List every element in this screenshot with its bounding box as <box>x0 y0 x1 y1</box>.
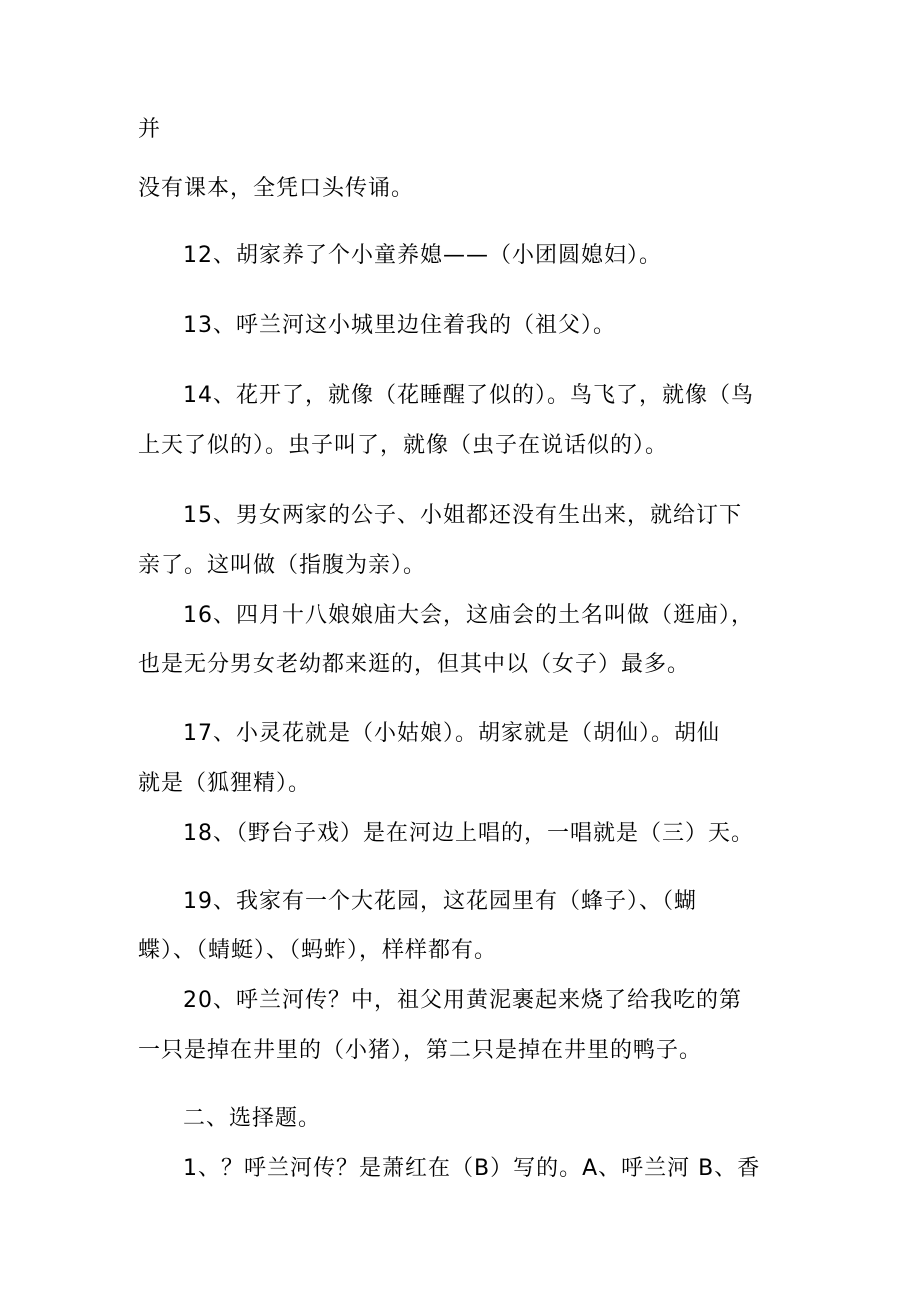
item-15-line-2: 亲了。这叫做（指腹为亲）。 <box>138 553 427 578</box>
text-line-1: 并 <box>138 117 162 142</box>
item-14-line-1: 14、花开了，就像（花睡醒了似的）。鸟飞了，就像（鸟 <box>183 383 754 408</box>
item-19-line-1: 19、我家有一个大花园，这花园里有（蜂子）、（蝴 <box>183 889 697 914</box>
item-19-line-2: 蝶）、（蜻蜓）、（蚂蚱），样样都有。 <box>138 938 498 963</box>
item-20-line-2: 一只是掉在井里的（小猪），第二只是掉在井里的鸭子。 <box>138 1038 703 1063</box>
item-20-line-1: 20、呼兰河传？中，祖父用黄泥裹起来烧了给我吃的第 <box>183 988 742 1013</box>
item-17-line-1: 17、小灵花就是（小姑娘）。胡家就是（胡仙）。胡仙 <box>183 721 720 746</box>
item-15-line-1: 15、男女两家的公子、小姐都还没有生出来，就给订下 <box>183 503 742 528</box>
item-16-line-2: 也是无分男女老幼都来逛的，但其中以（女子）最多。 <box>138 652 691 677</box>
text-line-2: 没有课本，全凭口头传诵。 <box>138 176 415 201</box>
item-12: 12、胡家养了个小童养媳——（小团圆媳妇）。 <box>183 243 662 268</box>
item-13: 13、呼兰河这小城里边住着我的（祖父）。 <box>183 313 616 338</box>
choice-item-1: 1、？呼兰河传？是萧红在（B）写的。A、呼兰河 B、香 <box>183 1156 761 1181</box>
item-16-line-1: 16、四月十八娘娘庙大会，这庙会的土名叫做（逛庙）， <box>183 603 754 628</box>
item-18: 18、（野台子戏）是在河边上唱的，一唱就是（三）天。 <box>183 821 754 846</box>
item-17-line-2: 就是（狐狸精）。 <box>138 771 312 796</box>
item-14-line-2: 上天了似的）。虫子叫了，就像（虫子在说话似的）。 <box>138 433 669 458</box>
section-heading-choice: 二、选择题。 <box>183 1106 322 1131</box>
